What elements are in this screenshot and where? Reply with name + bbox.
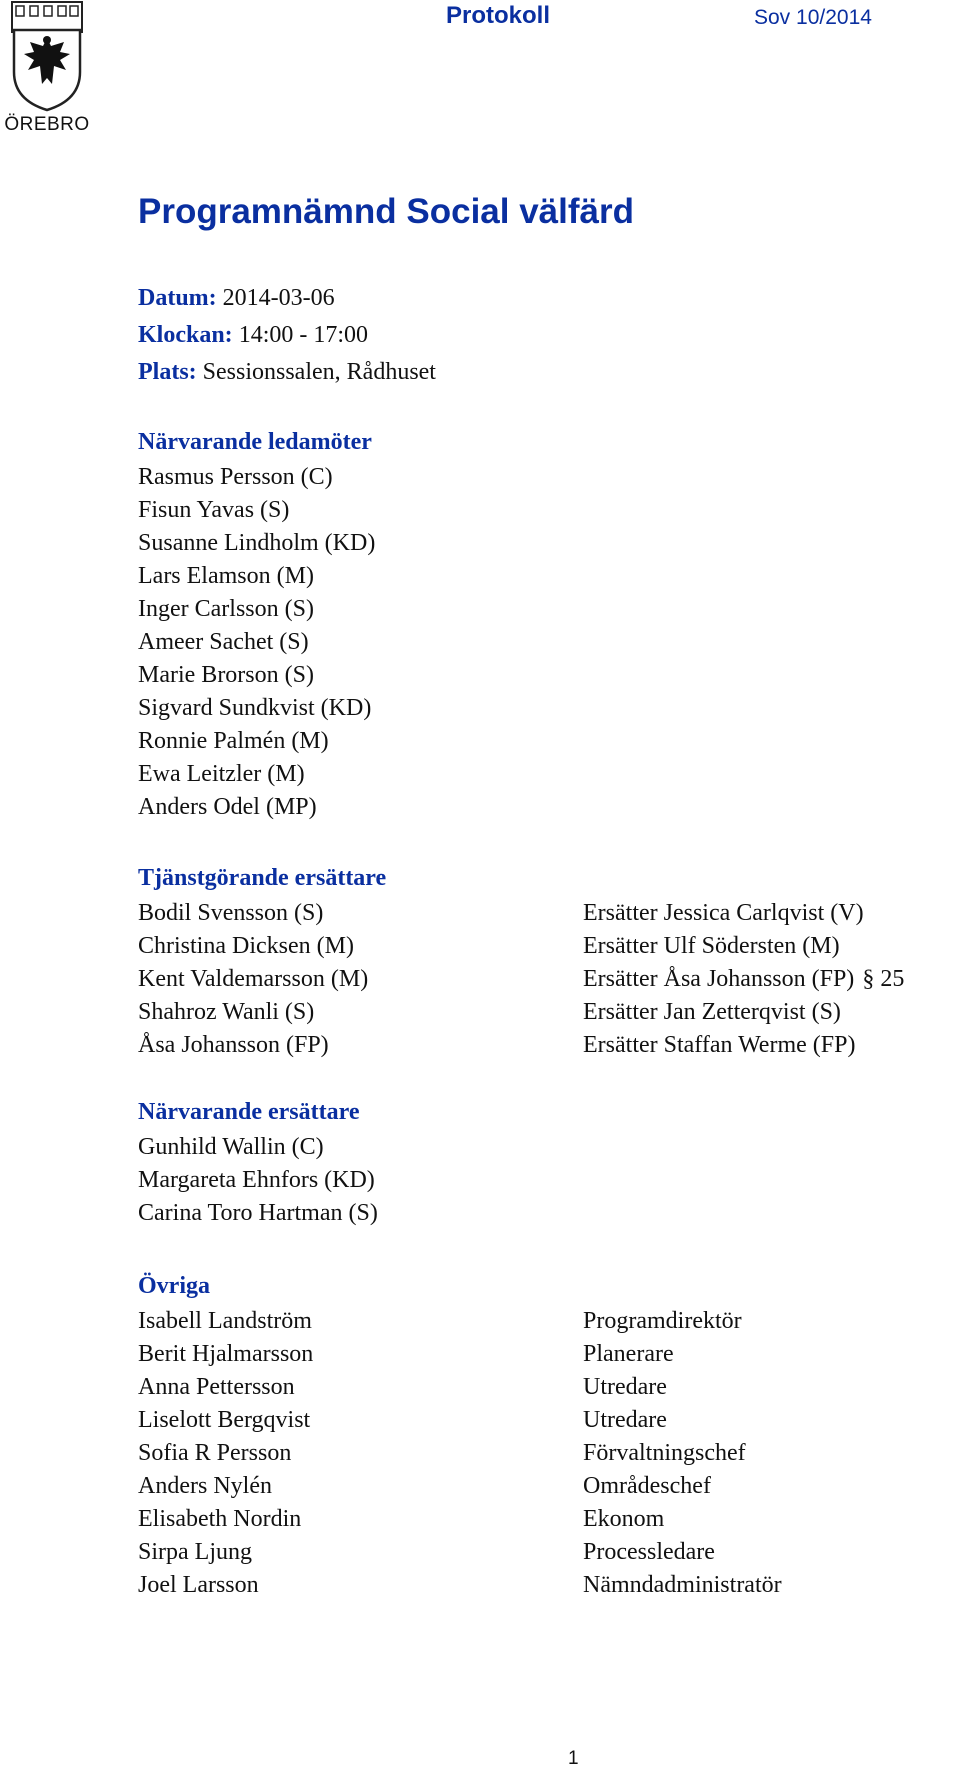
person-name: Sirpa Ljung — [138, 1539, 252, 1565]
document-reference: Sov 10/2014 — [754, 6, 872, 29]
table-row — [138, 1338, 782, 1371]
orebro-logo — [4, 0, 90, 140]
section-heading: Tjänstgörande ersättare — [138, 865, 387, 891]
time-line — [138, 317, 436, 354]
page-title: Programnämnd Social välfärd — [138, 192, 634, 231]
table-row — [138, 1305, 782, 1338]
table-row — [138, 996, 904, 1029]
substitute-name: Åsa Johansson (FP) — [138, 1032, 329, 1058]
person-role: Processledare — [583, 1539, 715, 1565]
table-row — [138, 930, 904, 963]
person-role: Områdeschef — [583, 1473, 711, 1499]
person-name: Berit Hjalmarsson — [138, 1341, 314, 1367]
list-item: Marie Brorson (S) — [138, 662, 314, 688]
place-label: Plats: — [138, 359, 197, 385]
paragraph-reference: § 25 — [862, 966, 905, 992]
others-section — [138, 1268, 782, 1602]
page-number: 1 — [568, 1748, 579, 1769]
section-heading: Övriga — [138, 1273, 210, 1299]
meeting-meta — [138, 280, 436, 391]
substitute-name: Shahroz Wanli (S) — [138, 999, 315, 1025]
table-row — [138, 1470, 782, 1503]
list-item: Ameer Sachet (S) — [138, 629, 309, 655]
place-value: Sessionssalen, Rådhuset — [202, 359, 436, 385]
person-role: Utredare — [583, 1374, 667, 1400]
table-row — [138, 963, 904, 996]
person-role: Programdirektör — [583, 1308, 742, 1334]
list-item: Carina Toro Hartman (S) — [138, 1200, 378, 1226]
table-row — [138, 897, 904, 930]
substitute-name: Bodil Svensson (S) — [138, 900, 324, 926]
replaces-note: Ersätter Jan Zetterqvist (S) — [583, 999, 841, 1025]
person-name: Anna Pettersson — [138, 1374, 295, 1400]
list-item: Gunhild Wallin (C) — [138, 1134, 324, 1160]
logo-text: ÖREBRO — [4, 114, 90, 135]
time-label: Klockan: — [138, 322, 233, 348]
person-role: Planerare — [583, 1341, 674, 1367]
section-heading: Närvarande ledamöter — [138, 429, 372, 455]
date-label: Datum: — [138, 285, 217, 311]
person-name: Anders Nylén — [138, 1473, 272, 1499]
person-name: Sofia R Persson — [138, 1440, 292, 1466]
replaces-note: Ersätter Staffan Werme (FP) — [583, 1032, 856, 1058]
list-item: Ronnie Palmén (M) — [138, 728, 329, 754]
table-row — [138, 1503, 782, 1536]
replaces-note: Ersätter Ulf Södersten (M) — [583, 933, 840, 959]
present-members-section — [138, 424, 375, 824]
person-role: Utredare — [583, 1407, 667, 1433]
substitute-name: Christina Dicksen (M) — [138, 933, 354, 959]
place-line — [138, 354, 436, 391]
list-item: Susanne Lindholm (KD) — [138, 530, 376, 556]
list-item: Rasmus Persson (C) — [138, 464, 333, 490]
table-row — [138, 1437, 782, 1470]
person-role: Ekonom — [583, 1506, 665, 1532]
table-row — [138, 1404, 782, 1437]
time-value: 14:00 - 17:00 — [238, 322, 369, 348]
table-row — [138, 1371, 782, 1404]
replaces-note: Ersätter Jessica Carlqvist (V) — [583, 900, 864, 926]
table-row — [138, 1536, 782, 1569]
list-item: Fisun Yavas (S) — [138, 497, 290, 523]
table-row — [138, 1029, 904, 1062]
person-name: Elisabeth Nordin — [138, 1506, 302, 1532]
date-value: 2014-03-06 — [222, 285, 335, 311]
coat-of-arms-icon — [4, 0, 90, 112]
present-substitutes-section — [138, 1094, 378, 1230]
list-item: Ewa Leitzler (M) — [138, 761, 305, 787]
person-role: Förvaltningschef — [583, 1440, 746, 1466]
person-name: Liselott Bergqvist — [138, 1407, 311, 1433]
list-item: Inger Carlsson (S) — [138, 596, 314, 622]
list-item: Lars Elamson (M) — [138, 563, 314, 589]
person-name: Joel Larsson — [138, 1572, 259, 1598]
serving-substitutes-section — [138, 860, 904, 1062]
list-item: Anders Odel (MP) — [138, 794, 317, 820]
person-name: Isabell Landström — [138, 1308, 312, 1334]
list-item: Sigvard Sundkvist (KD) — [138, 695, 372, 721]
document-type: Protokoll — [446, 2, 551, 29]
person-role: Nämndadministratör — [583, 1572, 782, 1598]
date-line — [138, 280, 436, 317]
table-row — [138, 1569, 782, 1602]
substitute-name: Kent Valdemarsson (M) — [138, 966, 369, 992]
section-heading: Närvarande ersättare — [138, 1099, 360, 1125]
replaces-note: Ersätter Åsa Johansson (FP) — [583, 966, 855, 992]
list-item: Margareta Ehnfors (KD) — [138, 1167, 375, 1193]
